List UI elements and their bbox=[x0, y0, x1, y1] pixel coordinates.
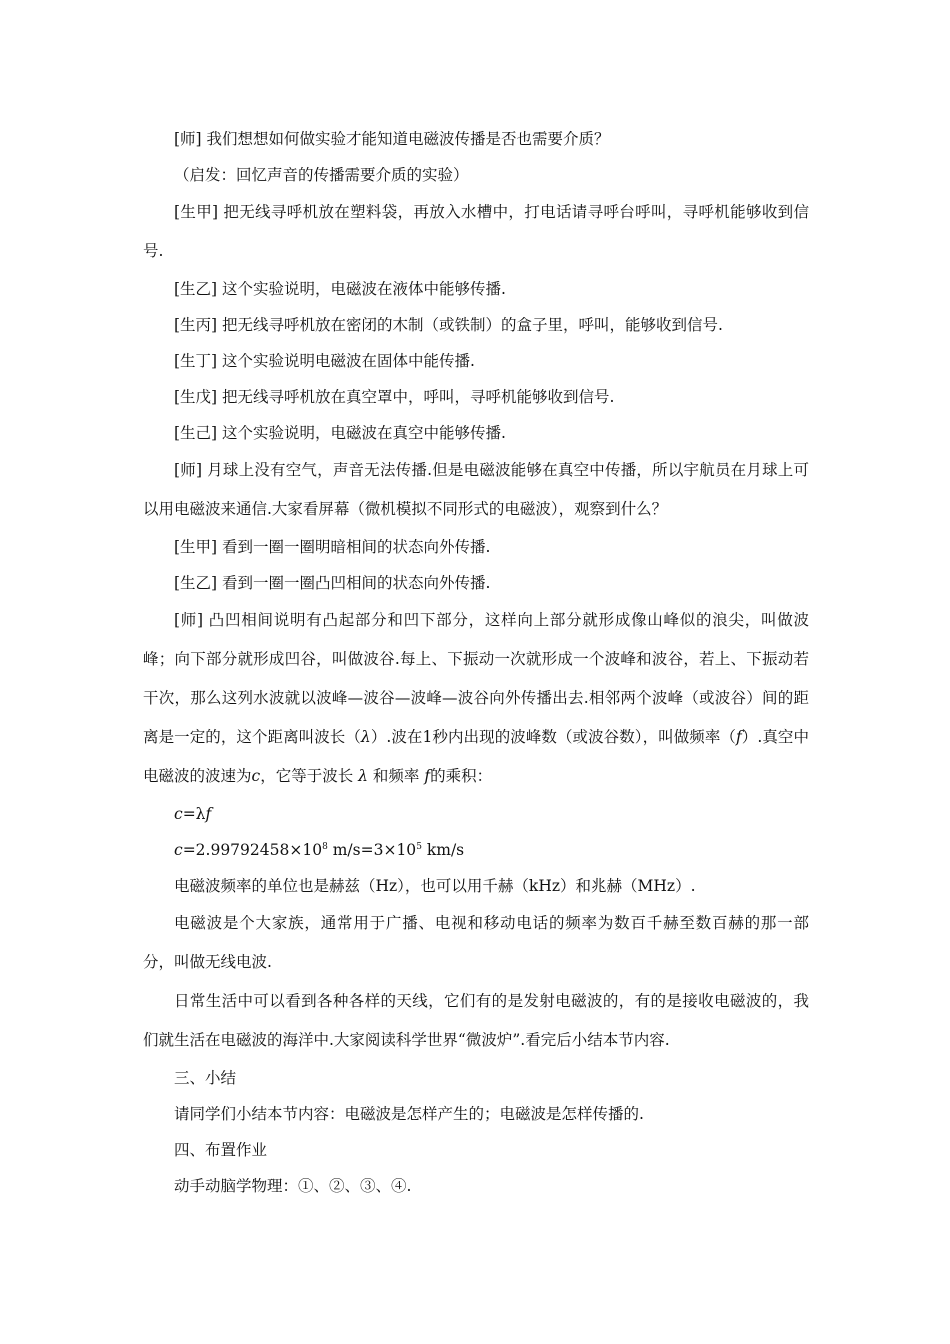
paragraph-student-d: [生丁] 这个实验说明电磁波在固体中能传播. bbox=[174, 352, 475, 370]
paragraph-student-f: [生己] 这个实验说明，电磁波在真空中能够传播. bbox=[174, 424, 506, 442]
paragraph-hint: （启发：回忆声音的传播需要介质的实验） bbox=[174, 166, 469, 184]
paragraph-student-e: [生戊] 把无线寻呼机放在真空罩中，呼叫，寻呼机能够收到信号. bbox=[174, 388, 615, 406]
section-heading-summary: 三、小结 bbox=[174, 1069, 237, 1087]
formula-wave-speed: c=λf bbox=[174, 805, 212, 823]
section-heading-homework: 四、布置作业 bbox=[174, 1141, 268, 1159]
paragraph-student-a-experiment: [生甲] 把无线寻呼机放在塑料袋，再放入水槽中，打电话请寻呼台呼叫，寻呼机能够收到信号. bbox=[143, 203, 809, 260]
paragraph-student-b-observe: [生乙] 看到一圈一圈凸凹相间的状态向外传播. bbox=[174, 574, 491, 592]
paragraph-student-a-observe: [生甲] 看到一圈一圈明暗相间的状态向外传播. bbox=[174, 538, 491, 556]
paragraph-teacher-moon: [师] 月球上没有空气，声音无法传播.但是电磁波能够在真空中传播，所以宇航员在月球上可以用电磁波来通信.大家看屏幕（微机模拟不同形式的电磁波），观察到什么？ bbox=[143, 461, 809, 518]
document-body bbox=[143, 121, 809, 1204]
paragraph-frequency-units: 电磁波频率的单位也是赫兹（Hz），也可以用千赫（kHz）和兆赫（MHz）. bbox=[174, 877, 696, 895]
paragraph-homework: 动手动脑学物理：①、②、③、④. bbox=[174, 1177, 412, 1195]
paragraph-radio-waves: 电磁波是个大家族，通常用于广播、电视和移动电话的频率为数百千赫至数百赫的那一部分，叫做无线电波. bbox=[143, 914, 809, 971]
formula-light-speed: $c=2.99792458\times 10^8$ $m/s=3\times 10^5$ km/s bbox=[174, 841, 465, 859]
paragraph-student-b: [生乙] 这个实验说明，电磁波在液体中能够传播. bbox=[174, 280, 506, 298]
paragraph-antennas: 日常生活中可以看到各种各样的天线，它们有的是发射电磁波的，有的是接收电磁波的，我们就生活在电磁波的海洋中.大家阅读科学世界“微波炉”.看完后小结本节内容. bbox=[143, 992, 809, 1049]
paragraph-student-c: [生丙] 把无线寻呼机放在密闭的木制（或铁制）的盒子里，呼叫，能够收到信号. bbox=[174, 316, 723, 334]
paragraph-summary: 请同学们小结本节内容：电磁波是怎样产生的；电磁波是怎样传播的. bbox=[174, 1105, 644, 1123]
paragraph-teacher-question: [师] 我们想想如何做实验才能知道电磁波传播是否也需要介质？ bbox=[174, 130, 610, 148]
paragraph-teacher-wave-explanation: [师] 凸凹相间说明有凸起部分和凹下部分，这样向上部分就形成像山峰似的浪尖，叫做波峰；向下部分就形成凹谷，叫做波谷.每上、下振动一次就形成一个波峰和波谷，若上、下振动若干次，那么这列水波就以波峰—波谷—波峰—波谷向外传播出去.相邻两个波峰（或波谷）间的距离是一定的，这个距离叫波长（λ）.波在1秒内出现的波峰数（或波谷数），叫做频率（f）.真空中电磁波的波速为c，它等于波长 λ 和频率 f的乘积： bbox=[143, 611, 809, 785]
